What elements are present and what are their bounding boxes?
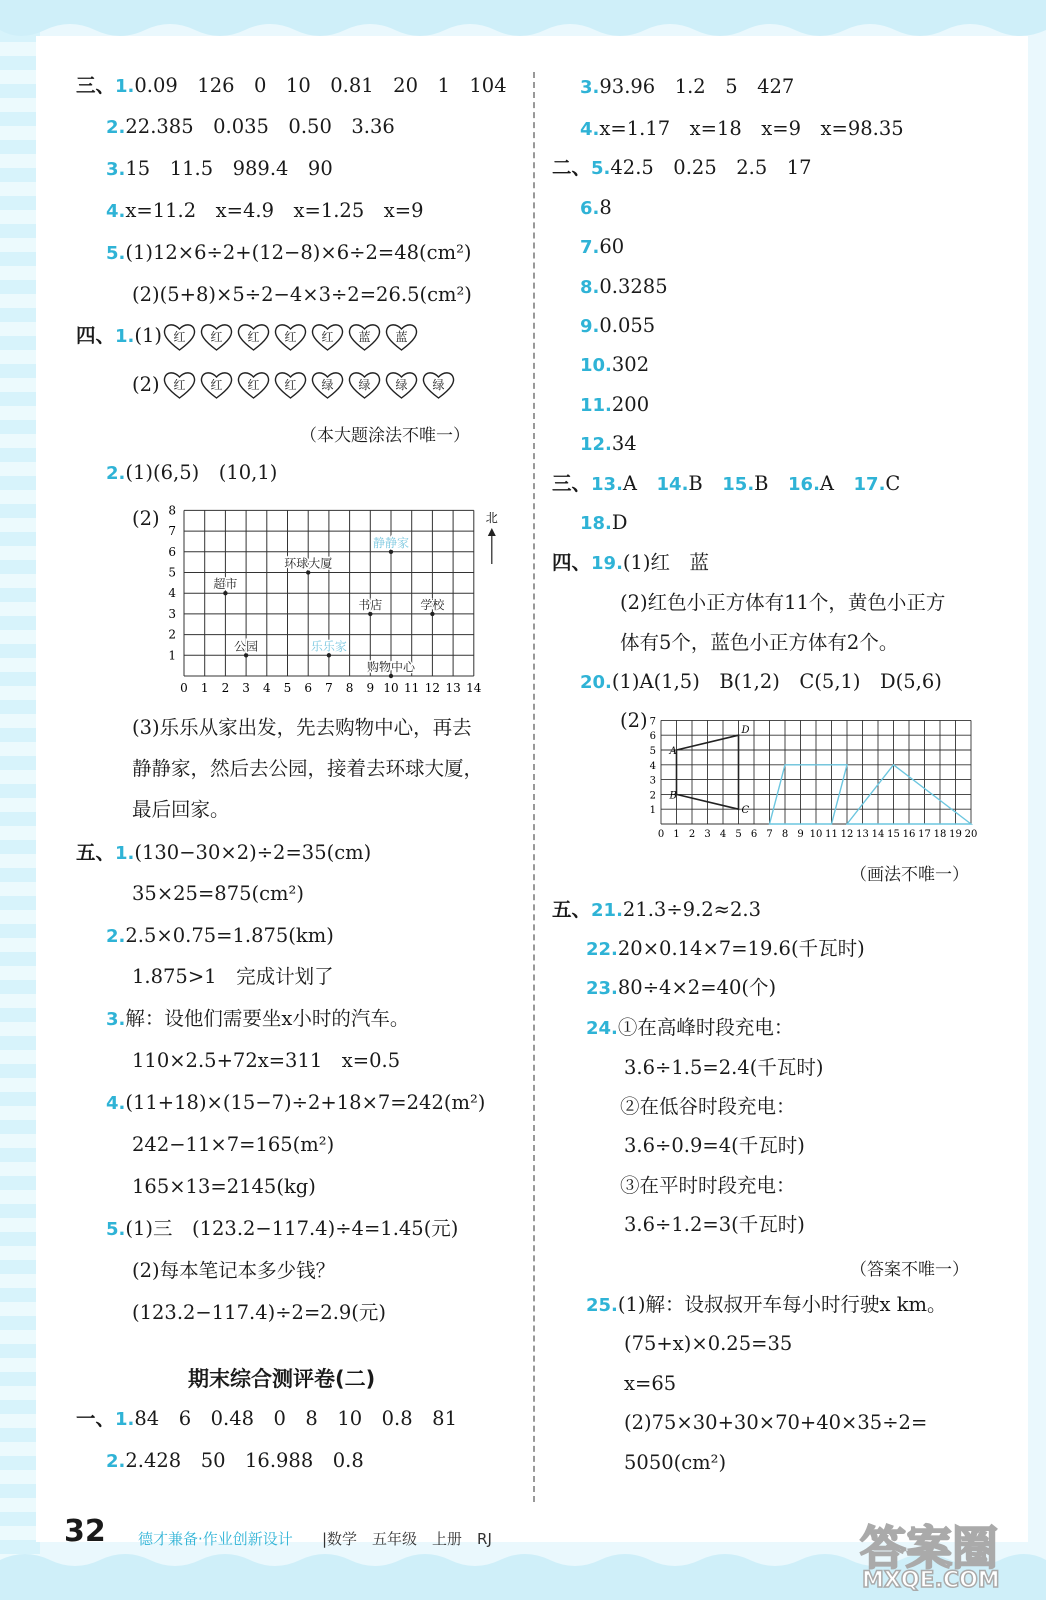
right-5-22: 22.20×0.14×7=19.6(千瓦时) bbox=[586, 937, 865, 960]
right-5-25c: x=65 bbox=[624, 1372, 677, 1395]
place-label: 书店 bbox=[358, 597, 383, 612]
right-2-12: 12.34 bbox=[580, 432, 637, 455]
left-s4-2c2: 静静家，然后去公园，接着去环球大厦， bbox=[132, 757, 484, 780]
place-label: 环球大厦 bbox=[284, 556, 333, 571]
heart-cell bbox=[421, 370, 456, 400]
x-tick-label: 0 bbox=[657, 829, 665, 840]
right-5-note: （答案不唯一） bbox=[850, 1260, 969, 1280]
vertex-label: A bbox=[669, 746, 677, 757]
left-s3-line6: (2)(5+8)×5÷2−4×3÷2=26.5(cm²) bbox=[132, 283, 472, 306]
heart-label: 蓝 bbox=[358, 330, 371, 344]
left-s4-2c1: (3)乐乐从家出发，先去购物中心，再去 bbox=[132, 716, 472, 739]
decorative-side-band bbox=[0, 0, 40, 1600]
right-2-8: 8.0.3285 bbox=[580, 275, 668, 298]
heart-label: 红 bbox=[210, 330, 223, 344]
right-5-24c: ②在低谷时段充电： bbox=[620, 1095, 796, 1118]
heart-cell bbox=[162, 370, 197, 400]
right-2-10: 10.302 bbox=[580, 353, 650, 376]
x-tick-label: 6 bbox=[304, 681, 313, 695]
place-label: 超市 bbox=[213, 577, 238, 592]
place-point bbox=[306, 570, 310, 574]
x-tick-label: 17 bbox=[918, 829, 931, 840]
right-4-note: （画法不唯一） bbox=[850, 865, 969, 885]
heart-row-1 bbox=[162, 322, 419, 352]
x-tick-label: 15 bbox=[887, 829, 900, 840]
right-4-19a: 四、19.(1)红 蓝 bbox=[552, 551, 710, 574]
y-tick-label: 3 bbox=[649, 775, 656, 787]
heart-label: 蓝 bbox=[395, 330, 408, 344]
right-2-5: 二、5.42.5 0.25 2.5 17 bbox=[552, 156, 812, 179]
heart-label: 红 bbox=[321, 330, 334, 344]
left-s5-3a: 3.解：设他们需要坐x小时的汽车。 bbox=[106, 1007, 410, 1030]
coordinate-map-grid bbox=[148, 503, 508, 708]
x-tick-label: 2 bbox=[221, 681, 230, 695]
x-tick-label: 5 bbox=[283, 681, 292, 695]
x-tick-label: 13 bbox=[445, 681, 461, 695]
left-s5-4c: 165×13=2145(kg) bbox=[132, 1175, 316, 1198]
left-s1-2: 2.2.428 50 16.988 0.8 bbox=[106, 1449, 364, 1472]
heart-label: 绿 bbox=[432, 378, 445, 392]
heart-cell bbox=[347, 322, 382, 352]
heart-cell bbox=[273, 370, 308, 400]
heart-label: 红 bbox=[247, 330, 260, 344]
x-tick-label: 8 bbox=[345, 681, 354, 695]
heart-cell bbox=[310, 370, 345, 400]
x-tick-label: 7 bbox=[325, 681, 333, 695]
x-tick-label: 6 bbox=[750, 829, 758, 840]
left-s5-4b: 242−11×7=165(m²) bbox=[132, 1133, 335, 1156]
left-s5-2b: 1.875>1 完成计划了 bbox=[132, 965, 334, 988]
x-tick-label: 20 bbox=[964, 829, 978, 840]
right-2-7: 7.60 bbox=[580, 235, 625, 258]
heart-cell bbox=[310, 322, 345, 352]
left-s4-2c3: 最后回家。 bbox=[132, 798, 230, 821]
y-tick-label: 5 bbox=[649, 746, 656, 757]
x-tick-label: 11 bbox=[404, 681, 420, 695]
x-tick-label: 5 bbox=[735, 829, 742, 840]
x-tick-label: 12 bbox=[424, 681, 441, 695]
heart-label: 红 bbox=[173, 330, 186, 344]
heart-cell bbox=[273, 322, 308, 352]
left-s4-line1: 四、1.(1) bbox=[76, 324, 163, 347]
x-tick-label: 0 bbox=[180, 681, 188, 695]
left-s5-1b: 35×25=875(cm²) bbox=[132, 882, 304, 905]
place-point bbox=[368, 612, 372, 616]
left-s4-note: （本大题涂法不唯一） bbox=[300, 426, 470, 446]
left-s5-4a: 4.(11+18)×(15−7)÷2+18×7=242(m²) bbox=[106, 1091, 486, 1114]
heart-label: 绿 bbox=[321, 378, 334, 392]
left-s5-5a: 5.(1)三 (123.2−117.4)÷4=1.45(元) bbox=[106, 1217, 459, 1240]
left-s5-3b: 110×2.5+72x=311 x=0.5 bbox=[132, 1049, 401, 1072]
x-tick-label: 9 bbox=[366, 681, 375, 695]
north-arrow-head bbox=[488, 528, 496, 536]
watermark-url: MXQE.COM bbox=[862, 1568, 1000, 1593]
vertex-label: C bbox=[741, 805, 750, 817]
left-s3-line1: 三、1.0.09 126 0 10 0.81 20 1 104 bbox=[76, 74, 507, 97]
left-s5-2a: 2.2.5×0.75=1.875(km) bbox=[106, 924, 334, 947]
left-s5-1a: 五、1.(130−30×2)÷2=35(cm) bbox=[76, 841, 372, 864]
y-tick-label: 5 bbox=[168, 565, 176, 580]
left-s4-2a: 2.(1)(6,5) (10,1) bbox=[106, 461, 278, 484]
left-s4-2b: (2) bbox=[132, 507, 160, 530]
left-s3-line5: 5.(1)12×6÷2+(12−8)×6÷2=48(cm²) bbox=[106, 241, 472, 264]
y-tick-label: 8 bbox=[168, 503, 176, 518]
right-1-4: 4.x=1.17 x=18 x=9 x=98.35 bbox=[580, 117, 904, 140]
x-tick-label: 16 bbox=[902, 829, 916, 840]
place-label: 购物中心 bbox=[366, 660, 416, 674]
right-5-25d: (2)75×30+30×70+40×35÷2= bbox=[624, 1411, 928, 1434]
y-tick-label: 7 bbox=[649, 716, 656, 728]
right-3-line1: 三、13.A 14.B 15.B 16.A 17.C bbox=[552, 472, 901, 495]
series-name: 德才兼备·作业创新设计 bbox=[138, 1530, 293, 1548]
heart-label: 绿 bbox=[358, 378, 371, 392]
right-5-25e: 5050(cm²) bbox=[624, 1451, 727, 1474]
y-tick-label: 7 bbox=[168, 524, 176, 539]
x-tick-label: 3 bbox=[704, 829, 711, 840]
left-s3-line4: 4.x=11.2 x=4.9 x=1.25 x=9 bbox=[106, 199, 424, 222]
heart-cell bbox=[199, 322, 234, 352]
y-tick-label: 1 bbox=[649, 805, 656, 817]
coordinate-shape-grid bbox=[628, 716, 988, 848]
right-5-21: 五、21.21.3÷9.2≈2.3 bbox=[552, 898, 762, 921]
subject-info: |数学 五年级 上册 RJ bbox=[322, 1530, 492, 1548]
right-4-19c: 体有5个，蓝色小正方体有2个。 bbox=[620, 631, 899, 654]
x-tick-label: 1 bbox=[200, 681, 209, 695]
x-tick-label: 4 bbox=[719, 829, 727, 840]
left-s4-line2: (2) bbox=[132, 373, 160, 396]
right-5-23: 23.80÷4×2=40(个) bbox=[586, 976, 777, 999]
place-point bbox=[223, 591, 227, 595]
x-tick-label: 14 bbox=[871, 829, 885, 840]
left-s3-line3: 3.15 11.5 989.4 90 bbox=[106, 157, 333, 180]
x-tick-label: 12 bbox=[840, 829, 854, 840]
place-point bbox=[389, 550, 393, 554]
x-tick-label: 19 bbox=[949, 829, 962, 840]
heart-cell bbox=[384, 370, 419, 400]
page-number: 32 bbox=[64, 1514, 106, 1549]
heart-label: 红 bbox=[284, 378, 297, 392]
place-point bbox=[389, 674, 393, 678]
right-4-19b: (2)红色小正方体有11个，黄色小正方 bbox=[620, 591, 946, 614]
x-tick-label: 1 bbox=[673, 829, 680, 840]
y-tick-label: 2 bbox=[649, 790, 656, 802]
y-tick-label: 1 bbox=[168, 648, 176, 663]
x-tick-label: 14 bbox=[466, 681, 482, 695]
x-tick-label: 10 bbox=[383, 681, 399, 695]
right-2-11: 11.200 bbox=[580, 393, 650, 416]
vertex-label: B bbox=[669, 790, 677, 802]
y-tick-label: 6 bbox=[649, 731, 656, 743]
heart-cell bbox=[199, 370, 234, 400]
heart-label: 红 bbox=[173, 378, 186, 392]
heart-label: 红 bbox=[210, 378, 223, 392]
x-tick-label: 7 bbox=[766, 829, 773, 840]
heart-cell bbox=[162, 322, 197, 352]
x-tick-label: 18 bbox=[933, 829, 947, 840]
y-tick-label: 4 bbox=[168, 586, 176, 601]
place-point bbox=[327, 653, 331, 657]
right-5-24f: 3.6÷1.2=3(千瓦时) bbox=[624, 1213, 805, 1236]
right-5-24d: 3.6÷0.9=4(千瓦时) bbox=[624, 1134, 805, 1157]
right-5-24e: ③在平时时段充电： bbox=[620, 1174, 796, 1197]
right-4-20b: (2) bbox=[620, 709, 648, 732]
north-label: 北 bbox=[485, 511, 498, 525]
x-tick-label: 13 bbox=[856, 829, 869, 840]
x-tick-label: 8 bbox=[781, 829, 789, 840]
x-tick-label: 10 bbox=[809, 829, 823, 840]
heart-cell bbox=[236, 370, 271, 400]
y-tick-label: 6 bbox=[168, 544, 176, 559]
x-tick-label: 9 bbox=[797, 829, 804, 840]
section-title-final-test-2: 期末综合测评卷(二) bbox=[188, 1367, 376, 1391]
x-tick-label: 4 bbox=[262, 681, 271, 695]
left-s5-5b: (2)每本笔记本多少钱？ bbox=[132, 1259, 336, 1282]
heart-label: 绿 bbox=[395, 378, 408, 392]
heart-label: 红 bbox=[284, 330, 297, 344]
x-tick-label: 11 bbox=[825, 829, 838, 840]
left-s1-1: 一、1.84 6 0.48 0 8 10 0.8 81 bbox=[76, 1407, 457, 1430]
place-label: 公园 bbox=[234, 639, 259, 654]
place-point bbox=[244, 653, 248, 657]
right-2-6: 6.8 bbox=[580, 196, 612, 219]
right-3-line2: 18.D bbox=[580, 511, 628, 534]
right-5-25b: (75+x)×0.25=35 bbox=[624, 1332, 793, 1355]
right-1-3: 3.93.96 1.2 5 427 bbox=[580, 75, 795, 98]
left-s5-5c: (123.2−117.4)÷2=2.9(元) bbox=[132, 1301, 387, 1324]
heart-cell bbox=[384, 322, 419, 352]
place-label: 学校 bbox=[420, 597, 445, 612]
x-tick-label: 2 bbox=[688, 829, 696, 840]
x-tick-label: 3 bbox=[242, 681, 250, 695]
heart-label: 红 bbox=[247, 378, 260, 392]
place-point bbox=[430, 612, 434, 616]
right-5-25a: 25.(1)解：设叔叔开车每小时行驶x km。 bbox=[586, 1293, 947, 1316]
vertex-label: D bbox=[741, 725, 750, 737]
right-2-9: 9.0.055 bbox=[580, 314, 656, 337]
right-5-24a: 24.①在高峰时段充电： bbox=[586, 1016, 794, 1039]
heart-cell bbox=[236, 322, 271, 352]
y-tick-label: 2 bbox=[168, 627, 176, 642]
left-s3-line2: 2.22.385 0.035 0.50 3.36 bbox=[106, 115, 395, 138]
heart-row-2 bbox=[162, 370, 456, 400]
column-divider bbox=[533, 72, 535, 1502]
place-label: 乐乐家 bbox=[310, 639, 347, 654]
watermark-logo: 答案圈 bbox=[860, 1521, 998, 1575]
y-tick-label: 4 bbox=[649, 760, 656, 772]
right-4-20a: 20.(1)A(1,5) B(1,2) C(5,1) D(5,6) bbox=[580, 670, 942, 693]
y-tick-label: 3 bbox=[168, 606, 176, 621]
place-label: 静静家 bbox=[372, 535, 410, 550]
right-5-24b: 3.6÷1.5=2.4(千瓦时) bbox=[624, 1056, 824, 1079]
heart-cell bbox=[347, 370, 382, 400]
top-wave-border bbox=[0, 0, 1046, 50]
